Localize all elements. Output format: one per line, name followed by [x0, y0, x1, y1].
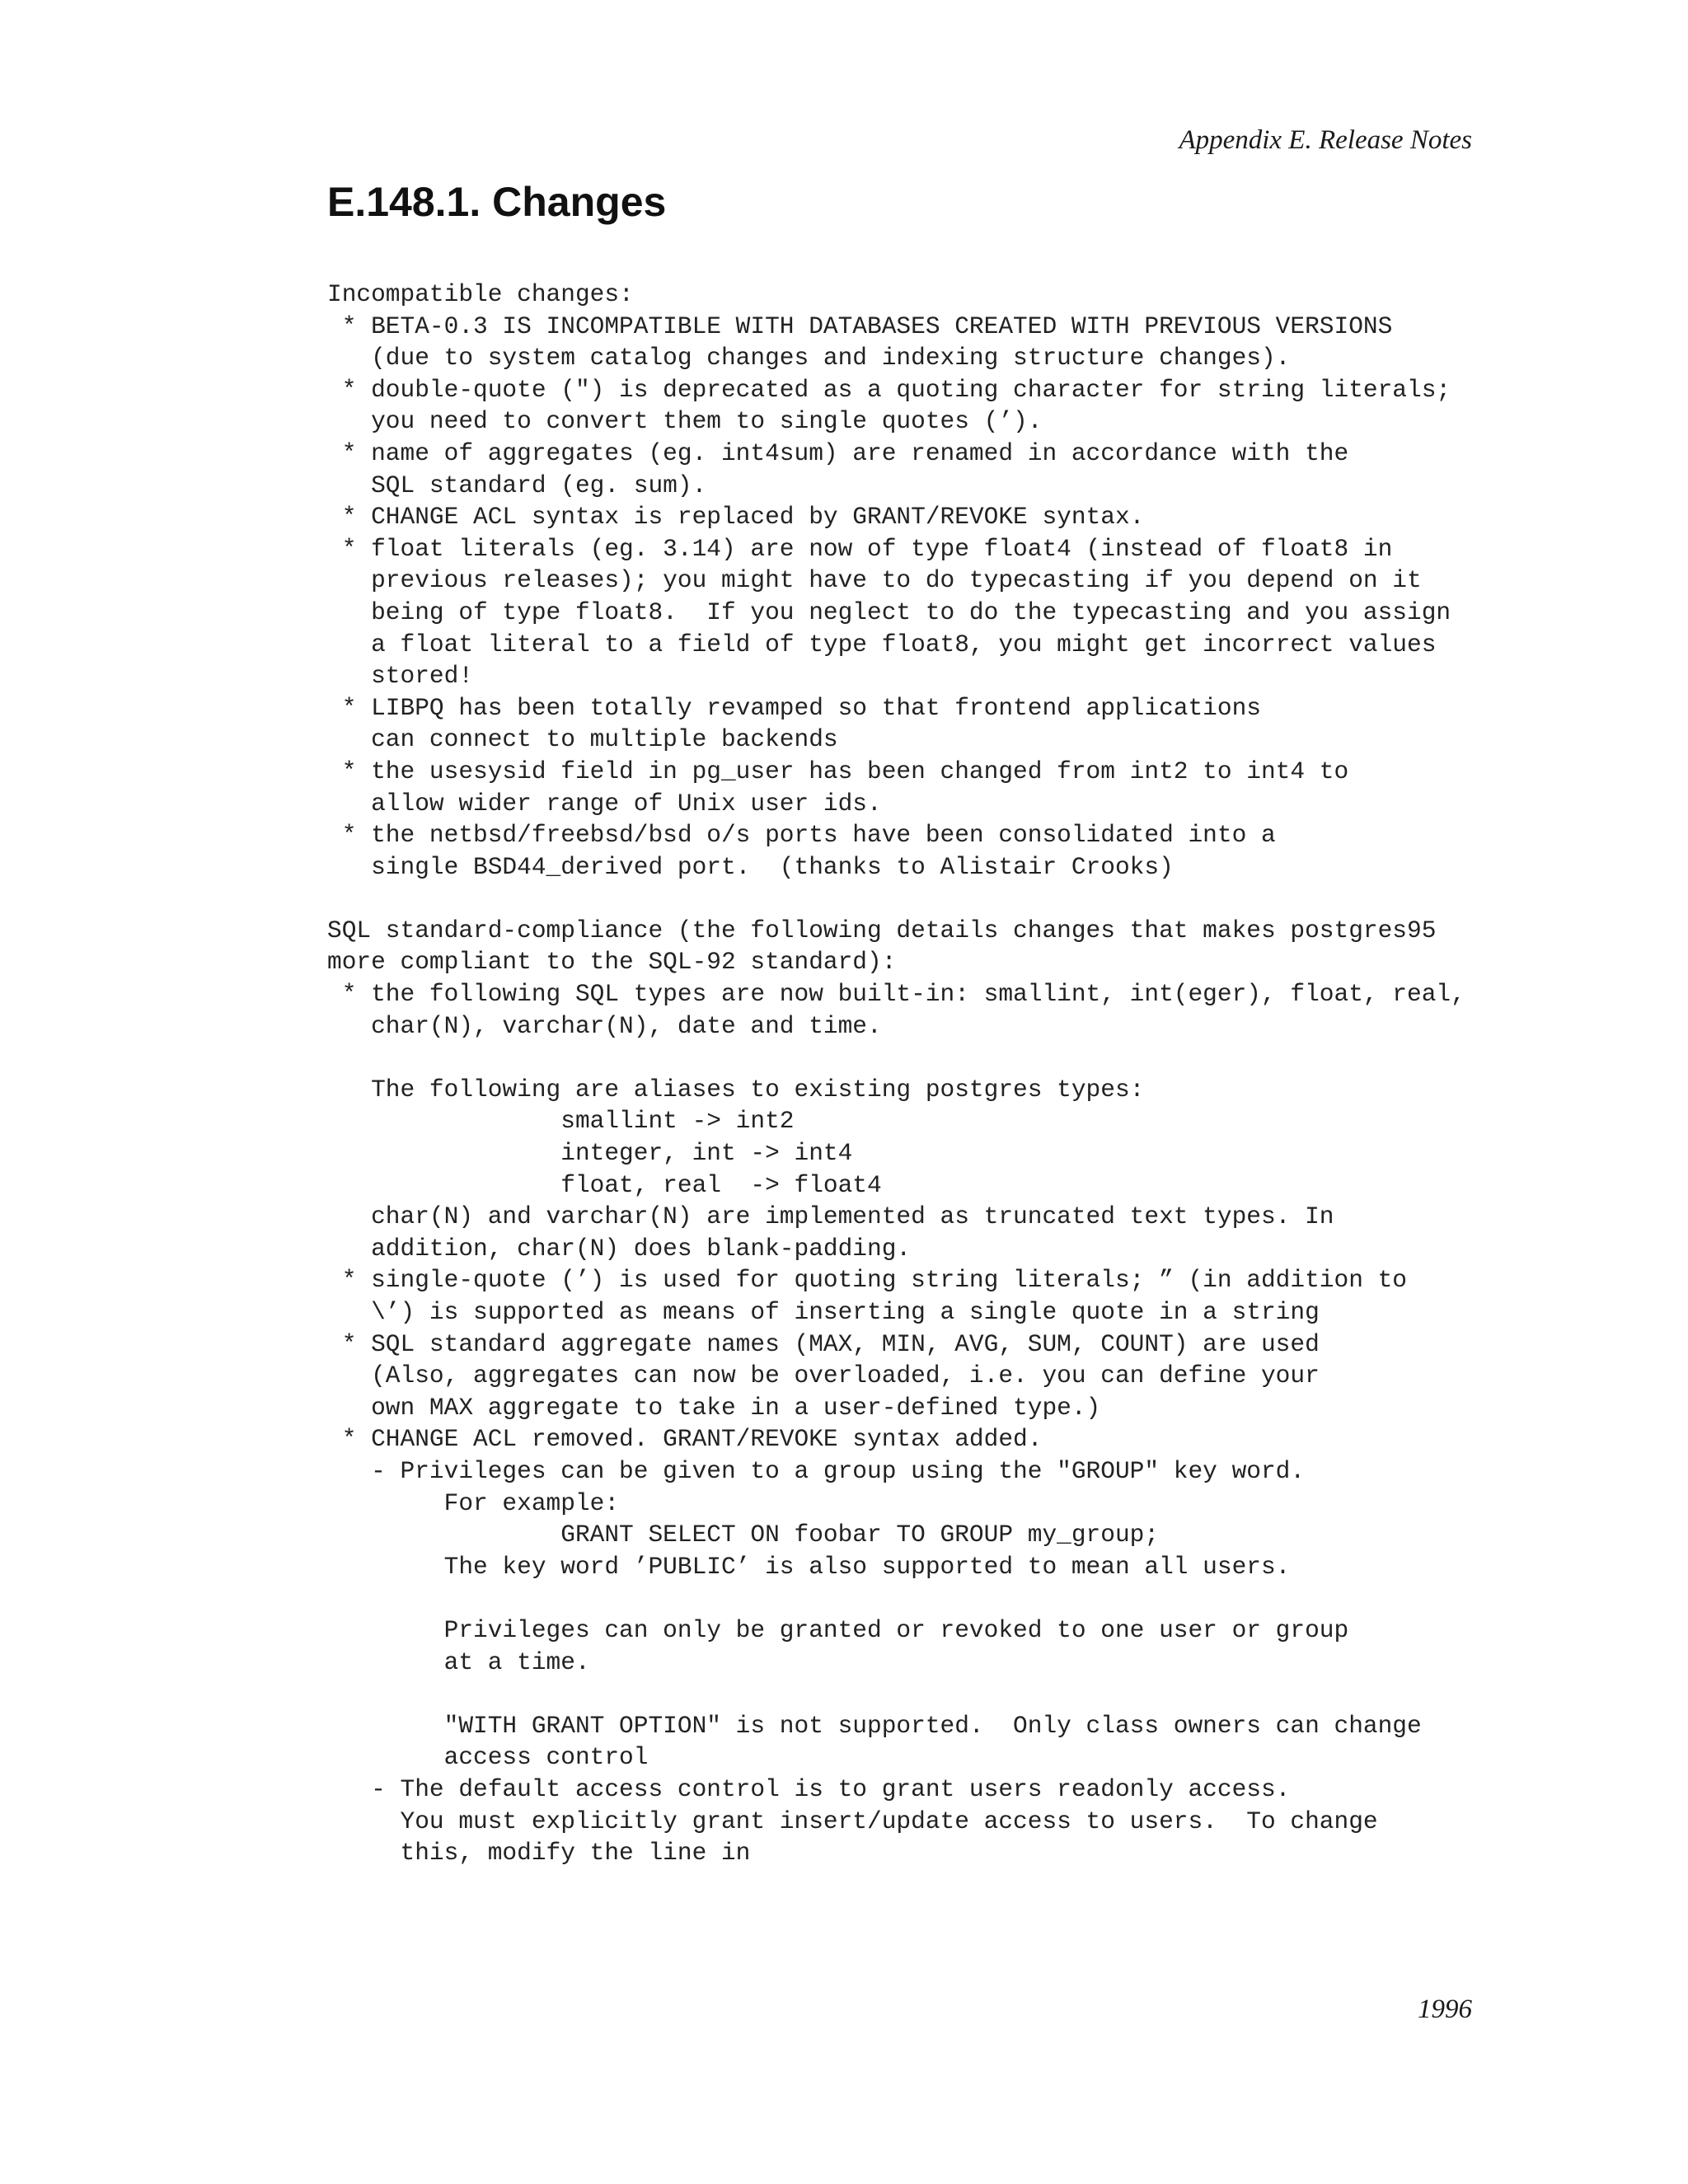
listing-line: float, real -> float4: [327, 1170, 882, 1199]
listing-line: - The default access control is to grant users readonly access.: [327, 1774, 1291, 1803]
listing-line: For example:: [327, 1488, 620, 1517]
listing-line: * the usesysid field in pg_user has been changed from int2 to int4 to: [327, 757, 1349, 785]
listing-line: \’) is supported as means of inserting a single quote in a string: [327, 1298, 1320, 1326]
listing-line: SQL standard-compliance (the following details changes that makes postgres95: [327, 916, 1437, 944]
page-number: 1996: [1418, 1994, 1472, 2024]
release-notes-listing: [327, 279, 1465, 1869]
listing-line: * float literals (eg. 3.14) are now of type float4 (instead of float8 in: [327, 534, 1393, 563]
listing-line: Incompatible changes:: [327, 280, 634, 308]
listing-line: you need to convert them to single quotes (’).: [327, 407, 1043, 436]
listing-line: being of type float8. If you neglect to do the typecasting and you assign: [327, 598, 1451, 626]
section-title: E.148.1. Changes: [327, 179, 667, 225]
listing-line: * the following SQL types are now built-in: smallint, int(eger), float, real,: [327, 980, 1465, 1009]
listing-line: a float literal to a field of type float8, you might get incorrect values: [327, 630, 1437, 658]
listing-line: * double-quote (") is deprecated as a quoting character for string literals;: [327, 375, 1451, 404]
listing-line: own MAX aggregate to take in a user-defined type.): [327, 1393, 1101, 1422]
listing-line: char(N), varchar(N), date and time.: [327, 1011, 882, 1040]
listing-line: more compliant to the SQL-92 standard):: [327, 948, 897, 977]
listing-line: at a time.: [327, 1647, 590, 1676]
listing-line: stored!: [327, 662, 474, 691]
listing-line: [327, 1582, 1465, 1615]
listing-line: "WITH GRANT OPTION" is not supported. Only class owners can change: [327, 1711, 1422, 1740]
listing-line: can connect to multiple backends: [327, 725, 838, 754]
listing-line: access control: [327, 1743, 649, 1772]
listing-line: single BSD44_derived port. (thanks to Alistair Crooks): [327, 852, 1174, 881]
listing-line: integer, int -> int4: [327, 1139, 853, 1168]
listing-line: SQL standard (eg. sum).: [327, 471, 707, 499]
listing-line: [327, 1678, 1465, 1710]
listing-line: [327, 883, 1465, 915]
listing-line: * SQL standard aggregate names (MAX, MIN, AVG, SUM, COUNT) are used: [327, 1329, 1320, 1358]
listing-line: * CHANGE ACL removed. GRANT/REVOKE syntax added.: [327, 1425, 1043, 1454]
listing-line: The key word ’PUBLIC’ is also supported to mean all users.: [327, 1552, 1291, 1581]
listing-line: char(N) and varchar(N) are implemented as truncated text types. In: [327, 1202, 1334, 1231]
listing-line: (Also, aggregates can now be overloaded, i.e. you can define your: [327, 1361, 1320, 1390]
listing-line: Privileges can only be granted or revoked to one user or group: [327, 1615, 1349, 1644]
listing-line: previous releases); you might have to do typecasting if you depend on it: [327, 566, 1422, 595]
listing-line: * single-quote (’) is used for quoting string literals; ” (in addition to: [327, 1266, 1408, 1295]
listing-line: addition, char(N) does blank-padding.: [327, 1234, 912, 1263]
listing-line: allow wider range of Unix user ids.: [327, 789, 882, 818]
listing-line: * BETA-0.3 IS INCOMPATIBLE WITH DATABASES CREATED WITH PREVIOUS VERSIONS: [327, 312, 1393, 340]
listing-line: * name of aggregates (eg. int4sum) are renamed in accordance with the: [327, 438, 1349, 467]
listing-line: [327, 1042, 1465, 1074]
listing-line: smallint -> int2: [327, 1107, 795, 1136]
listing-line: * LIBPQ has been totally revamped so that frontend applications: [327, 693, 1261, 722]
running-header: Appendix E. Release Notes: [1179, 125, 1472, 155]
listing-line: The following are aliases to existing postgres types:: [327, 1075, 1145, 1104]
listing-line: You must explicitly grant insert/update access to users. To change: [327, 1807, 1378, 1835]
listing-line: this, modify the line in: [327, 1839, 751, 1868]
listing-line: * CHANGE ACL syntax is replaced by GRANT/REVOKE syntax.: [327, 503, 1145, 532]
listing-line: GRANT SELECT ON foobar TO GROUP my_group;: [327, 1521, 1160, 1549]
listing-line: - Privileges can be given to a group using the "GROUP" key word.: [327, 1456, 1306, 1485]
listing-line: (due to system catalog changes and indexing structure changes).: [327, 344, 1291, 373]
listing-line: * the netbsd/freebsd/bsd o/s ports have been consolidated into a: [327, 821, 1276, 850]
